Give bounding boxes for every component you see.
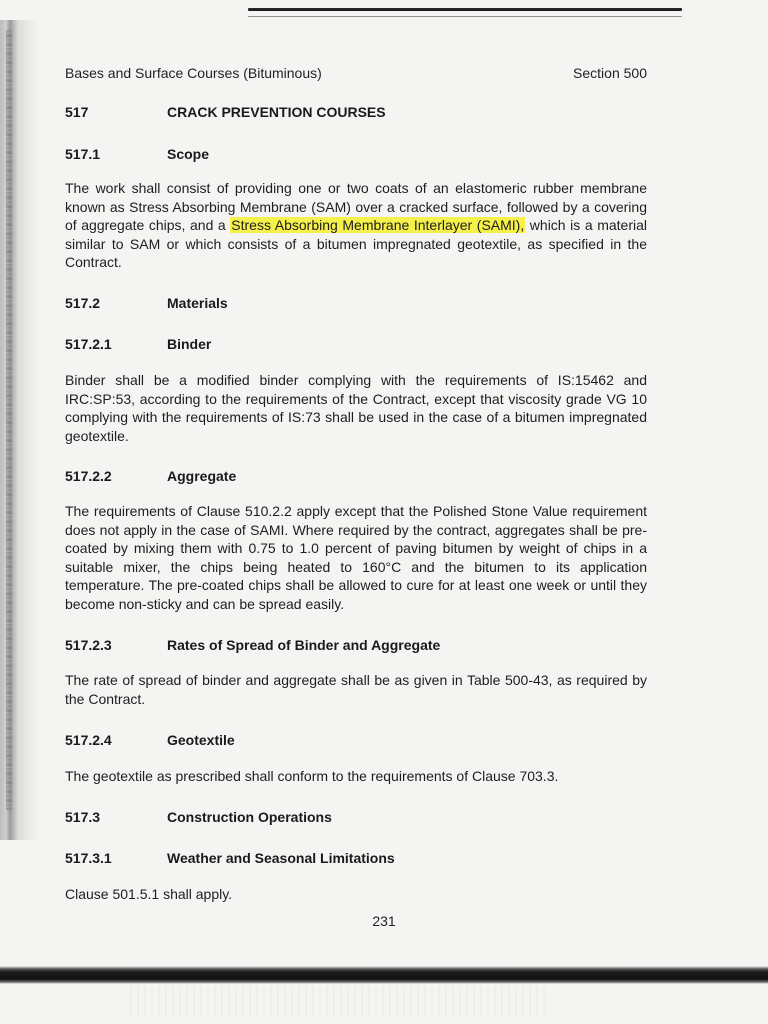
heading-517-2-1 bbox=[65, 335, 647, 353]
top-rule-thin bbox=[248, 16, 682, 17]
section-number: 517.3 bbox=[65, 809, 101, 825]
heading-517-2-2 bbox=[65, 467, 647, 485]
header-left: Bases and Surface Courses (Bituminous) bbox=[65, 65, 322, 81]
paragraph-geotextile: The geotextile as prescribed shall conform to the requirements of Clause 703.3. bbox=[65, 768, 559, 784]
section-title: Materials bbox=[167, 295, 228, 311]
heading-517-3-1 bbox=[65, 849, 647, 867]
paragraph-weather: Clause 501.5.1 shall apply. bbox=[65, 886, 233, 902]
paragraph-binder: Binder shall be a modified binder complying with the requirements of IS:15462 and IRC:SP:53, according to the requirements of the Contract, except that viscosity grade VG 10 complying with the requirements of IS:73 shall be used in the case of a bitumen impregnated geotextile. bbox=[65, 372, 647, 444]
section-number: 517.2 bbox=[65, 295, 101, 311]
section-title: Scope bbox=[167, 146, 210, 162]
section-number: 517.1 bbox=[65, 146, 101, 162]
scope-text-before: The work shall consist of providing one or two coats of an elastomeric rubber membrane known as Stress Absorbing Membrane (SAM) over a cracked surface, followed by a covering of aggregate chips, and a bbox=[65, 180, 647, 233]
section-number: 517.2.3 bbox=[65, 637, 112, 653]
top-rule bbox=[248, 8, 682, 11]
scan-noise bbox=[130, 986, 550, 1016]
running-header bbox=[65, 64, 647, 82]
section-number: 517.2.1 bbox=[65, 336, 112, 352]
section-number: 517 bbox=[65, 104, 89, 120]
page-number: 231 bbox=[372, 913, 396, 929]
scope-text-after: which is a material similar to SAM or which consists of a bitumen impregnated geotextile, as specified in the Contract. bbox=[65, 217, 647, 270]
heading-517-1 bbox=[65, 145, 647, 163]
heading-517-3 bbox=[65, 808, 647, 826]
section-number: 517.3.1 bbox=[65, 850, 112, 866]
section-title: Aggregate bbox=[167, 468, 237, 484]
section-title: Geotextile bbox=[167, 732, 235, 748]
heading-517 bbox=[65, 103, 647, 121]
section-title: Construction Operations bbox=[167, 809, 332, 825]
section-title: CRACK PREVENTION COURSES bbox=[167, 104, 386, 120]
section-title: Binder bbox=[167, 336, 212, 352]
paragraph-scope bbox=[65, 179, 647, 272]
highlighted-text: Stress Absorbing Membrane Interlayer (SAMI), bbox=[231, 217, 525, 233]
section-title: Weather and Seasonal Limitations bbox=[167, 850, 395, 866]
header-right: Section 500 bbox=[573, 65, 647, 81]
section-title: Rates of Spread of Binder and Aggregate bbox=[167, 637, 441, 653]
paragraph-aggregate: The requirements of Clause 510.2.2 apply except that the Polished Stone Value requirement does not apply in the case of SAMI. Where required by the contract, aggregates shall be pre-coated by mixing them with 0.75 to 1.0 percent of paving bitumen by weight of chips in a suitable mixer, the chips being heated to 160°C and the bitumen to its application temperature. The pre-coated chips shall be allowed to cure for at least one week or until they become non-sticky and can be spread easily. bbox=[65, 503, 647, 612]
scan-binding-edge bbox=[6, 30, 12, 810]
paragraph-rates: The rate of spread of binder and aggregate shall be as given in Table 500-43, as required by the Contract. bbox=[65, 672, 647, 707]
heading-517-2-4 bbox=[65, 731, 647, 749]
heading-517-2-3 bbox=[65, 636, 647, 654]
bottom-rule bbox=[0, 966, 768, 984]
section-number: 517.2.2 bbox=[65, 468, 112, 484]
section-number: 517.2.4 bbox=[65, 732, 112, 748]
heading-517-2 bbox=[65, 294, 647, 312]
